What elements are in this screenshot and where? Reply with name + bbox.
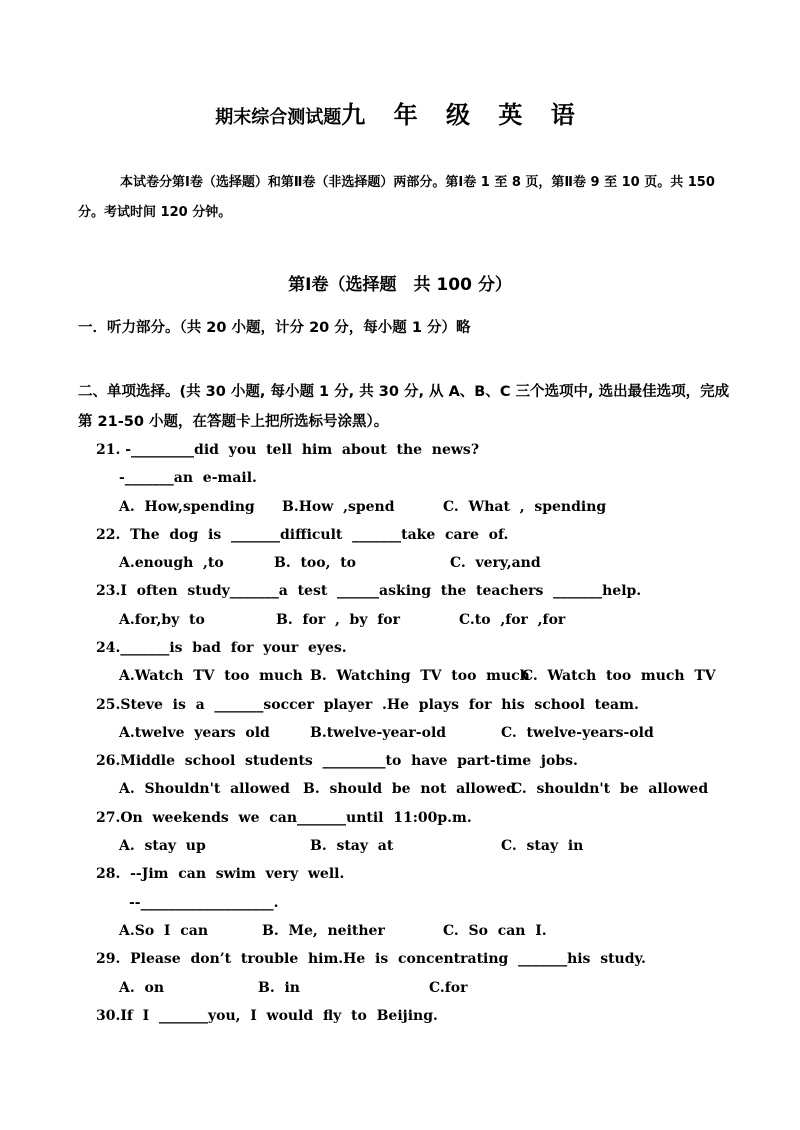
question-27-option-c: C. stay in xyxy=(501,838,584,854)
question-21-stem: 21. -_________did you tell him about the news? xyxy=(96,442,480,458)
question-28-option-b: B. Me, neither xyxy=(262,923,385,939)
question-22-option-a: A.enough ,to xyxy=(119,555,224,571)
question-22-option-c: C. very,and xyxy=(450,555,541,571)
question-24-option-a: A.Watch TV too much xyxy=(119,668,303,684)
question-29-option-c: C.for xyxy=(429,980,468,996)
question-23-option-b: B. for , by for xyxy=(276,612,400,628)
page-title xyxy=(0,95,800,130)
question-22-option-b: B. too, to xyxy=(274,555,357,571)
question-26-option-a: A. Shouldn't allowed xyxy=(119,781,290,797)
question-21-option-a: A. How,spending xyxy=(119,499,255,515)
question-27-option-b: B. stay at xyxy=(310,838,394,854)
question-25-option-c: C. twelve-years-old xyxy=(501,725,654,741)
question-21-option-b: B.How ,spend xyxy=(282,499,395,515)
question-27-stem: 27.On weekends we can_______until 11:00p.m. xyxy=(96,810,472,826)
question-21-reply: -_______an e-mail. xyxy=(119,470,257,486)
question-24-option-b: B. Watching TV too much xyxy=(310,668,530,684)
question-29-option-a: A. on xyxy=(119,980,165,996)
question-24-option-c: C. Watch too much TV xyxy=(522,668,716,684)
question-28-option-a: A.So I can xyxy=(119,923,209,939)
question-26-option-c: C. shouldn't be allowed xyxy=(511,781,709,797)
question-26-stem: 26.Middle school students _________to have part-time jobs. xyxy=(96,753,578,769)
question-29-option-b: B. in xyxy=(258,980,300,996)
question-30-stem: 30.If I _______you, I would fly to Beijing. xyxy=(96,1008,438,1024)
title-prefix: 期末综合测试题 xyxy=(215,107,342,128)
question-28-stem: 28. --Jim can swim very well. xyxy=(96,866,345,882)
question-28-reply: --___________________. xyxy=(129,895,279,911)
question-24-stem: 24._______is bad for your eyes. xyxy=(96,640,347,656)
question-27-option-a: A. stay up xyxy=(119,838,206,854)
intro-paragraph: 本试卷分第Ⅰ卷（选择题）和第Ⅱ卷（非选择题）两部分。第Ⅰ卷 1 至 8 页，第Ⅱ卷 9 至 10 页。共 150 分。考试时间 120 分钟。 xyxy=(78,175,715,220)
part1-heading: 一．听力部分。（共 20 小题，计分 20 分，每小题 1 分）略 xyxy=(78,320,471,336)
question-28-option-c: C. So can I. xyxy=(443,923,547,939)
question-25-stem: 25.Steve is a _______soccer player .He plays for his school team. xyxy=(96,697,639,713)
question-23-option-a: A.for,by to xyxy=(119,612,205,628)
question-29-stem: 29. Please don’t trouble him.He is concentrating _______his study. xyxy=(96,951,646,967)
title-main: 九 年 级 英 语 xyxy=(341,101,585,129)
question-22-stem: 22. The dog is _______difficult _______take care of. xyxy=(96,527,509,543)
question-25-option-b: B.twelve-year-old xyxy=(310,725,447,741)
question-23-stem: 23.I often study_______a test ______asking the teachers _______help. xyxy=(96,583,642,599)
question-21-option-c: C. What , spending xyxy=(443,499,607,515)
question-23-option-c: C.to ,for ,for xyxy=(459,612,566,628)
section-title: 第Ⅰ卷（选择题 共 100 分） xyxy=(288,275,512,295)
question-26-option-b: B. should be not allowed xyxy=(303,781,516,797)
question-25-option-a: A.twelve years old xyxy=(119,725,270,741)
part2-heading: 二、单项选择。(共 30 小题, 每小题 1 分, 共 30 分, 从 A、B、C 三个选项中, 选出最佳选项，完成第 21-50 小题，在答题卡上把所选标号涂黑）。 xyxy=(78,384,730,430)
